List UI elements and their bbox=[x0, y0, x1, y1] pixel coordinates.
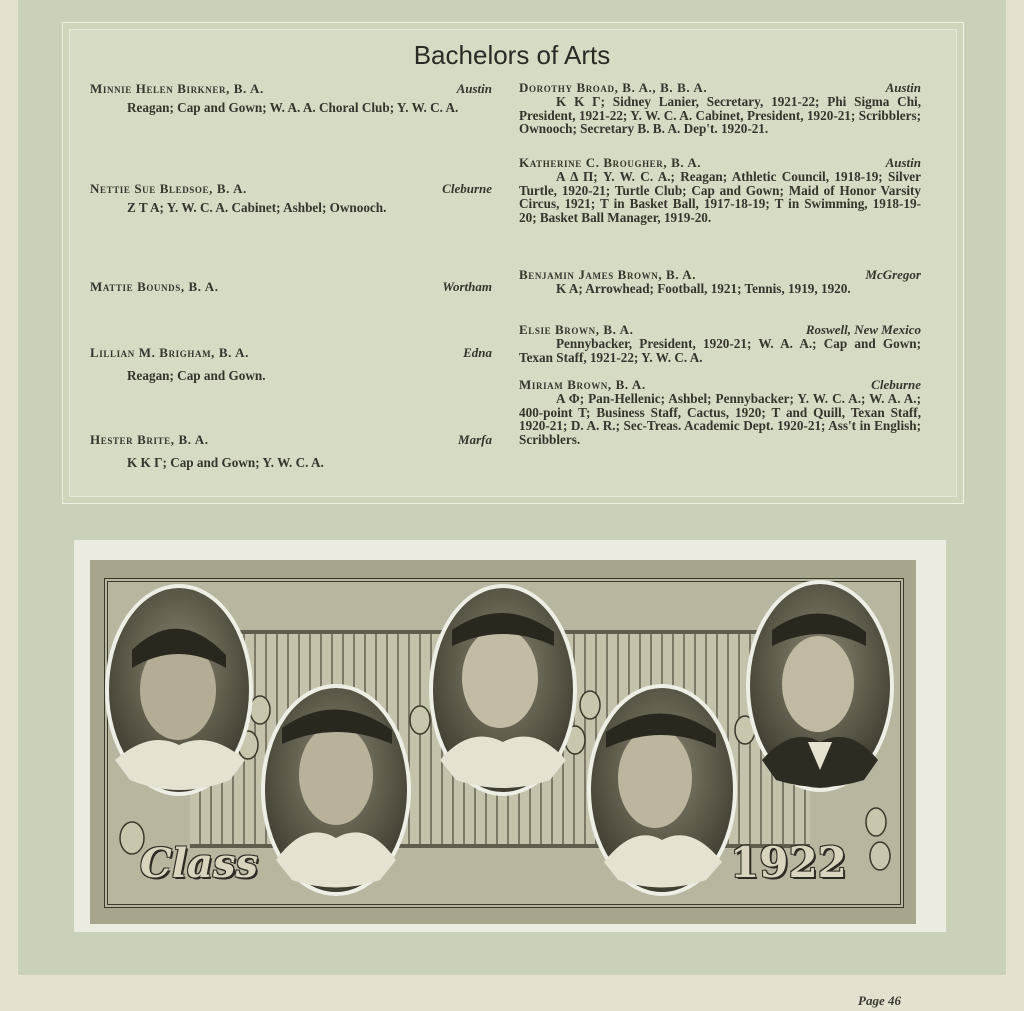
page-title: Bachelors of Arts bbox=[413, 40, 611, 70]
graduate-activities: K K Γ; Cap and Gown; Y. W. C. A. bbox=[127, 455, 324, 471]
graduate-town: Austin bbox=[885, 155, 921, 170]
graduate-activities: Pennybacker, President, 1920-21; W. A. A.; Cap and Gown; Texan Staff, 1921-22; Y. W. C. A. bbox=[519, 336, 921, 365]
portrait-2 bbox=[263, 686, 409, 894]
graduate-name: Benjamin James Brown, B. A. bbox=[519, 267, 697, 282]
graduate-activities: Reagan; Cap and Gown. bbox=[127, 368, 266, 384]
graduate-town: McGregor bbox=[865, 267, 921, 282]
graduate-town: Austin bbox=[885, 80, 921, 95]
graduate-name: Mattie Bounds, B. A. bbox=[90, 279, 219, 294]
graduate-town: Edna bbox=[463, 345, 492, 360]
page-number: Page 46 bbox=[858, 993, 901, 1008]
graduate-activities: Reagan; Cap and Gown; W. A. A. Choral Club; Y. W. C. A. bbox=[127, 100, 459, 116]
graduate-town: Marfa bbox=[458, 432, 492, 447]
graduate-activities: A Φ; Pan-Hellenic; Ashbel; Pennybacker; Y. W. C. A.; W. A. A.; 400-point T; Business Staff, Cactus, 1920; T and Quill, Texan Staff, 1920-21; D. A. R.; Sec-Treas. Academic Dept. 1920-21; Ass't in English; Scribblers. bbox=[519, 391, 921, 447]
graduate-activities: A Δ Π; Y. W. C. A.; Reagan; Athletic Council, 1918-19; Silver Turtle, 1920-21; Turtle Club; Cap and Gown; Maid of Honor Varsity Circus, 1921; T in Basket Ball, 1917-18-19; T in Swimming, 1918-19-20; Basket Ball Manager, 1919-20. bbox=[519, 169, 921, 225]
graduate-name: Katherine C. Brougher, B. A. bbox=[519, 155, 702, 170]
year-label: 1922 bbox=[730, 838, 847, 887]
graduate-activities: K K Γ; Sidney Lanier, Secretary, 1921-22; Phi Sigma Chi, President, 1921-22; Y. W. C. A. Cabinet, President, 1920-21; Scribblers; Ownooch; Secretary B. B. A. Dep't. 1920-21. bbox=[519, 94, 921, 137]
graduate-activities: Z T A; Y. W. C. A. Cabinet; Ashbel; Ownooch. bbox=[127, 200, 387, 216]
graduate-town: Roswell, New Mexico bbox=[805, 322, 921, 337]
graduate-name: Elsie Brown, B. A. bbox=[519, 322, 634, 337]
graduate-name: Minnie Helen Birkner, B. A. bbox=[90, 81, 264, 96]
graduate-name: Miriam Brown, B. A. bbox=[519, 377, 646, 392]
portrait-4 bbox=[589, 686, 735, 894]
graduate-name: Nettie Sue Bledsoe, B. A. bbox=[90, 181, 247, 196]
class-label: Class bbox=[140, 840, 258, 887]
graduate-town: Wortham bbox=[442, 279, 492, 294]
graduate-name: Hester Brite, B. A. bbox=[90, 432, 209, 447]
graduate-town: Cleburne bbox=[871, 377, 921, 392]
portrait-1 bbox=[107, 586, 251, 794]
portrait-5 bbox=[748, 582, 892, 790]
graduate-town: Austin bbox=[456, 81, 492, 96]
graduate-name: Lillian M. Brigham, B. A. bbox=[90, 345, 249, 360]
graduate-name: Dorothy Broad, B. A., B. B. A. bbox=[519, 80, 708, 95]
graduate-activities: K A; Arrowhead; Football, 1921; Tennis, 1919, 1920. bbox=[556, 281, 851, 297]
portrait-3 bbox=[431, 586, 575, 794]
graduate-town: Cleburne bbox=[442, 181, 492, 196]
